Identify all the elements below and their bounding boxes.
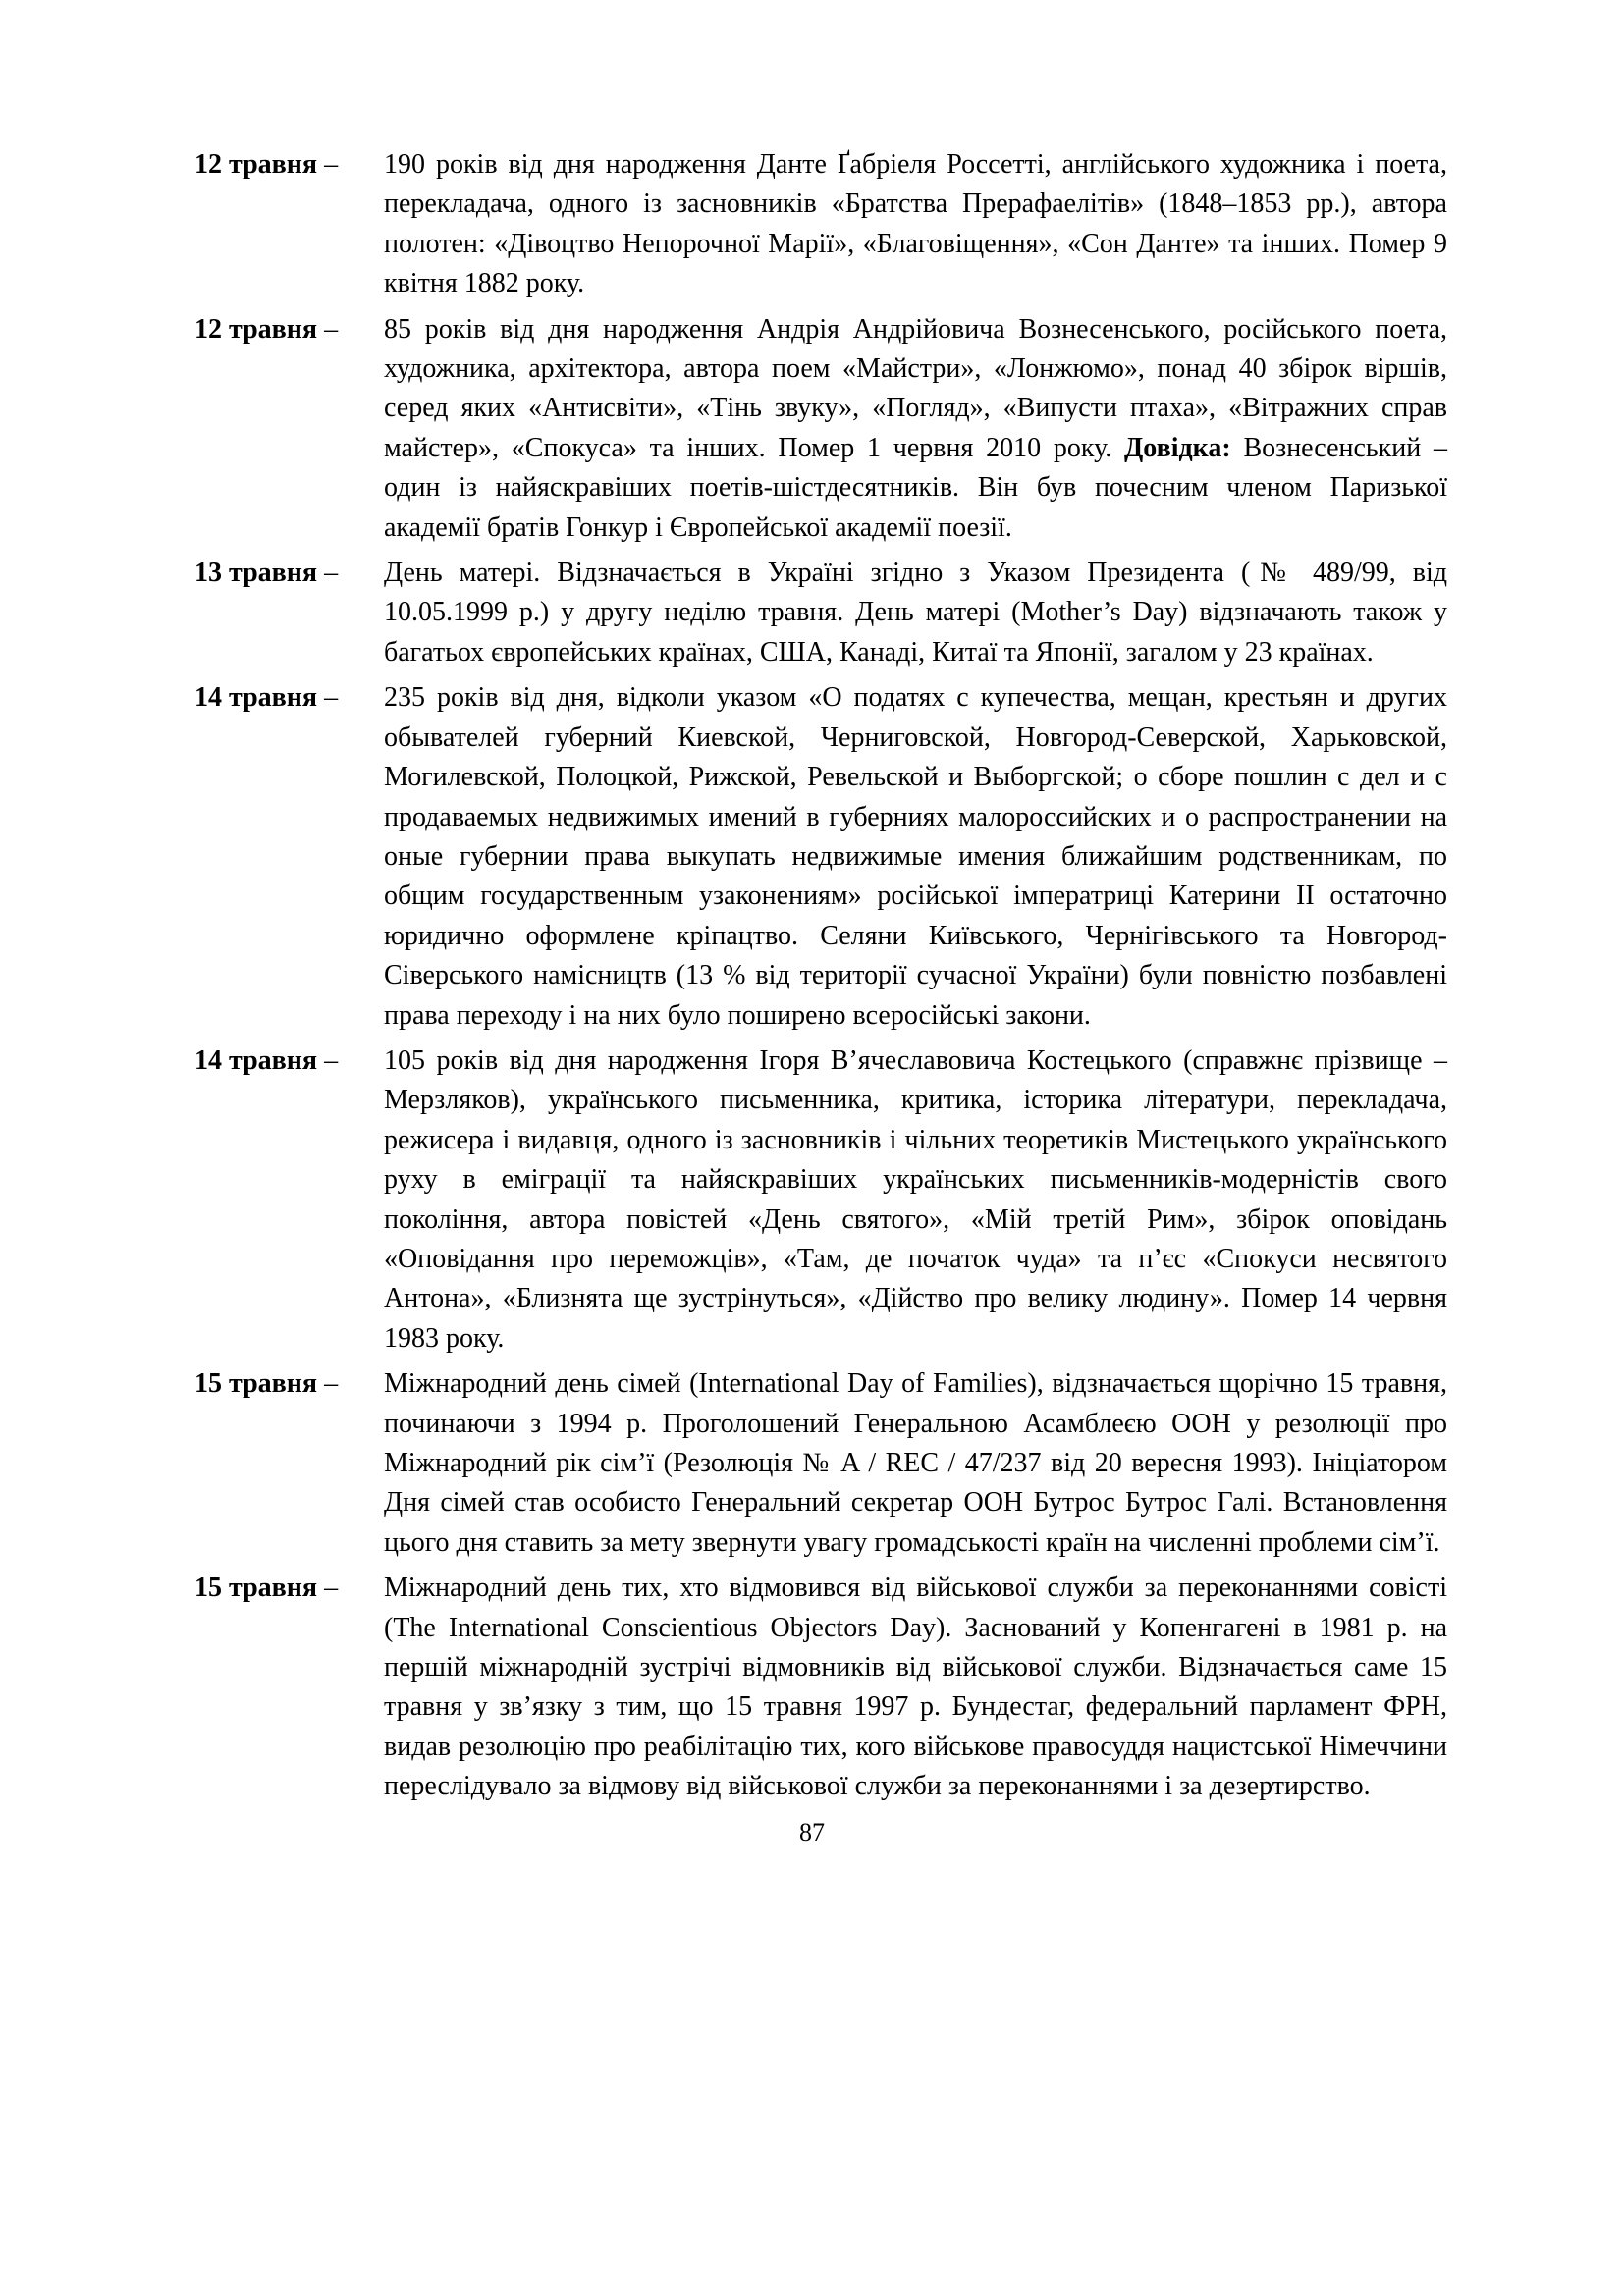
entry-text-part: 105 років від дня народження Ігоря В’ячеславовича Костецького (справжнє прізвище – Мерзляков), українського письменника, критика, історика літератури, перекладача, режисера і видавця, одного із засновників і чільних теоретиків Мистецького українського руху в еміграції та найяскравіших українських письменників-модерністів свого покоління, автора повістей «День святого», «Мій третій Рим», збірок оповідань «Оповідання про переможців», «Там, де початок чуда» та п’єс «Спокуси несвятого Антона», «Близнята ще зустрінуться», «Дійство про велику людину». Помер 14 червня 1983 року. [384,1044,1447,1354]
entry-text [384,1364,1447,1563]
entry-date: 15 травня [194,1368,318,1400]
entry-text [384,145,1447,304]
entry-text-part: 190 років від дня народження Данте Ґабріеля Россетті, англійського художника і поета, перекладача, одного із засновників «Братства Прерафаелітів» (1848–1853 рр.), автора полотен: «Дівоцтво Непорочної Марії», «Благовіщення», «Сон Данте» та інших. Помер 9 квітня 1882 року. [384,149,1447,299]
entry-text-part: День матері. Відзначається в Україні згідно з Указом Президента (№ 489/99, від 10.05.1999 р.) у другу неділю травня. День матері (Mother’s Day) відзначають також у багатьох європейських країнах, США, Канаді, Китаї та Японії, загалом у 23 країнах. [384,558,1447,667]
entry-head [194,1364,338,1404]
entry-text [384,554,1447,672]
entry-head [194,678,338,718]
entry-dash: – [324,682,339,714]
entry-date: 12 травня [194,313,318,345]
calendar-entry [194,678,1447,1036]
calendar-entry [194,145,1447,304]
entry-head [194,1041,338,1081]
entry-head [194,1569,338,1608]
entry-text-part: 235 років від дня, відколи указом «О податях с купечества, мещан, крестьян и других обывателей губерний Киевской, Черниговской, Новгород-Северской, Харьковской, Могилевской, Полоцкой, Рижской, Ревельской и Выборгской; о сборе пошлин с дел и с продаваемых недвижимых имений в губерниях малороссийских и о распространении на оные губернии права выкупать недвижимые имения ближайшим родственникам, по общим государственным узаконениям» російської імператриці Катерини ІІ остаточно юридично оформлене кріпацтво. Селяни Київського, Чернігівського та Новгород-Сіверського намісництв (13 % від території сучасної України) були повністю позбавлені права переходу і на них було поширено всеросійські закони. [384,682,1447,1031]
entry-date: 15 травня [194,1573,318,1604]
entry-text [384,1041,1447,1359]
entry-date: 13 травня [194,558,318,589]
entry-dash: – [324,313,339,345]
entry-head [194,554,338,593]
entry-dash: – [324,149,339,180]
entry-head [194,310,338,349]
calendar-entry [194,1569,1447,1806]
calendar-entry [194,1364,1447,1563]
entry-date: 12 травня [194,149,318,180]
entry-text-part: 85 років від дня народження Андрія Андрійовича Вознесенського, російського поета, художника, архітектора, автора поем «Майстри», «Лонжюмо», понад 40 збірок віршів, серед яких «Антисвіти», «Тінь звуку», «Погляд», «Випусти птаха», «Вітражних справ майстер», «Спокуса» та інших. Помер 1 червня 2010 року. [384,313,1447,463]
calendar-entry [194,310,1447,548]
page-number: 87 [799,1818,825,1846]
entry-head [194,145,338,185]
entry-dash: – [324,558,339,589]
calendar-entry [194,1041,1447,1359]
entry-dash: – [324,1573,339,1604]
note-label: Довідка: [1124,432,1231,463]
entry-text [384,1569,1447,1806]
entry-date: 14 травня [194,682,318,714]
entry-text-part: Міжнародний день тих, хто відмовився від військової служби за переконаннями совісті (The International Conscientious Objectors Day). Заснований у Копенгагені в 1981 р. на першій міжнародній зустрічі відмовників від військової служби. Відзначається саме 15 травня у зв’язку з тим, що 15 травня 1997 р. Бундестаг, федеральний парламент ФРН, видав резолюцію про реабілітацію тих, кого військове правосуддя нацистської Німеччини переслідувало за відмову від військової служби за переконаннями і за дезертирство. [384,1573,1447,1802]
entry-text [384,678,1447,1036]
entry-date: 14 травня [194,1044,318,1076]
calendar-page [194,145,1447,1813]
entry-dash: – [324,1368,339,1400]
entry-dash: – [324,1044,339,1076]
entry-text [384,310,1447,548]
entry-text-part: Міжнародний день сімей (International Day of Families), відзначається щорічно 15 травня, починаючи з 1994 р. Проголошений Генеральною Асамблеєю ООН у резолюції про Міжнародний рік сім’ї (Резолюція № A / REC / 47/237 від 20 вересня 1993). Ініціатором Дня сімей став особисто Генеральний секретар ООН Бутрос Бутрос Галі. Встановлення цього дня ставить за мету звернути увагу громадськості країн на численні проблеми сім’ї. [384,1368,1447,1558]
calendar-entry [194,554,1447,672]
entry-text-part: Вознесенський – один із найяскравіших поетів-шістдесятників. Він був почесним членом Паризької академії братів Гонкур і Європейської академії поезії. [384,432,1448,543]
